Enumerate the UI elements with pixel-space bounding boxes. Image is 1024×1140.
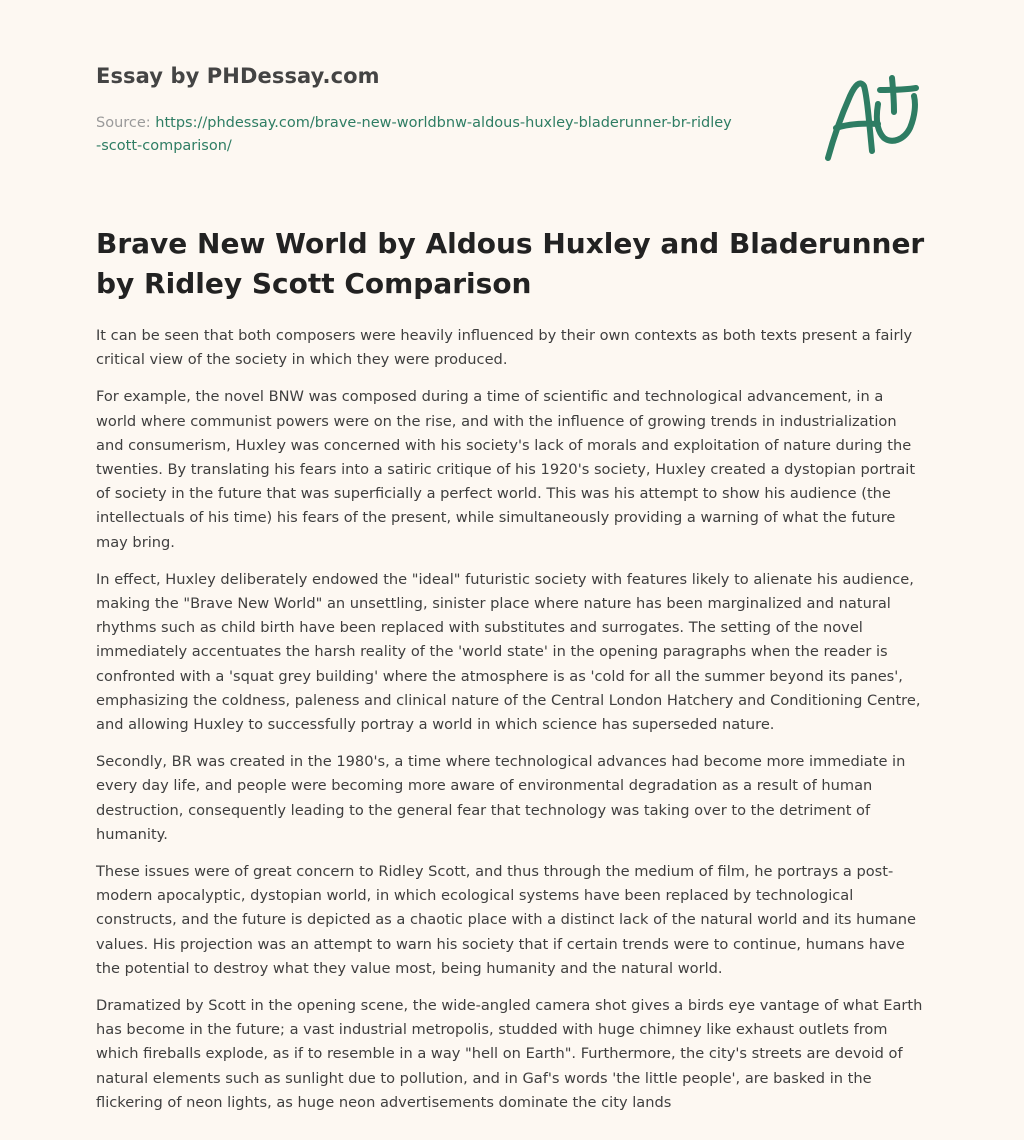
essay-paragraph: These issues were of great concern to Ridley Scott, and thus through the medium of film, he portrays a post-modern apocalyptic, dystopian world, in which ecological systems have been replaced by technological constructs, and the future is depicted as a chaotic place with a distinct lack of the natural world and its humane values. His projection was an attempt to warn his society that if certain trends were to continue, humans have the potential to destroy what they value most, being humanity and the natural world.: [96, 863, 917, 977]
essay-page: [96, 0, 928, 1111]
essay-paragraph: Dramatized by Scott in the opening scene, the wide-angled camera shot gives a birds eye vantage of what Earth has become in the future; a vast industrial metropolis, studded with huge chimney like exhaust outlets from which fireballs explode, as if to resemble in a way "hell on Earth". Furthermore, the city's streets are devoid of natural elements such as sunlight due to pollution, and in Gaf's words 'the little people', are basked in the flickering of neon lights, as huge neon advertisements dominate the city lands: [96, 997, 923, 1111]
essay-paragraph: It can be seen that both composers were heavily influenced by their own contexts as both texts present a fairly critical view of the society in which they were produced.: [96, 327, 913, 369]
essay-title: Brave New World by Aldous Huxley and Bladerunner by Ridley Scott Comparison: [96, 227, 925, 300]
site-brand: Essay by PHDessay.com: [96, 64, 380, 88]
essay-body: [96, 324, 928, 1128]
site-header: [96, 0, 928, 190]
source-line: [96, 112, 736, 158]
source-label: Source:: [96, 115, 151, 131]
essay-paragraph: For example, the novel BNW was composed during a time of scientific and technological advancement, in a world where communist powers were on the rise, and with the influence of growing trends in industrialization and consumerism, Huxley was concerned with his society's lack of morals and exploitation of nature during the twenties. By translating his fears into a satiric critique of his 1920's society, Huxley created a dystopian portrait of society in the future that was superficially a perfect world. This was his attempt to show his audience (the intellectuals of his time) his fears of the present, while simultaneously providing a warning of what the future may bring.: [96, 388, 916, 551]
source-link[interactable]: https://phdessay.com/brave-new-worldbnw-aldous-huxley-bladerunner-br-ridley-scott-comparison/: [96, 115, 732, 154]
a-plus-logo-icon: [820, 66, 930, 166]
essay-paragraph: Secondly, BR was created in the 1980's, a time where technological advances had become more immediate in every day life, and people were becoming more aware of environmental degradation as a result of human destruction, consequently leading to the general fear that technology was taking over to the detriment of humanity.: [96, 753, 906, 843]
essay-paragraph: In effect, Huxley deliberately endowed the "ideal" futuristic society with features likely to alienate his audience, making the "Brave New World" an unsettling, sinister place where nature has been marginalized and natural rhythms such as child birth have been replaced with substitutes and surrogates. The setting of the novel immediately accentuates the harsh reality of the 'world state' in the opening paragraphs when the reader is confronted with a 'squat grey building' where the atmosphere is as 'cold for all the summer beyond its panes', emphasizing the coldness, paleness and clinical nature of the Central London Hatchery and Conditioning Centre, and allowing Huxley to successfully portray a world in which science has superseded nature.: [96, 570, 921, 734]
